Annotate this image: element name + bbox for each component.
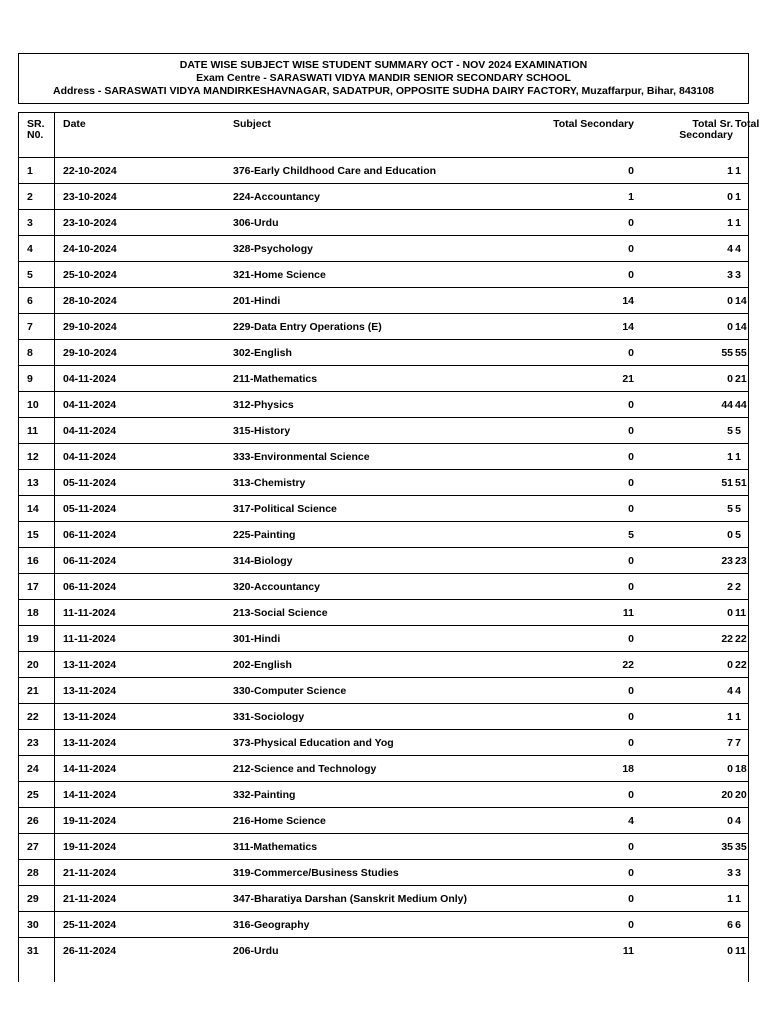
date-cell: 06-11-2024: [55, 574, 234, 600]
table-row: [19, 184, 748, 210]
total-cell: 23: [735, 548, 748, 574]
date-cell: 04-11-2024: [55, 444, 234, 470]
table-row: [19, 548, 748, 574]
total-secondary-cell: 0: [494, 158, 636, 184]
table-row: [19, 418, 748, 444]
date-cell: 13-11-2024: [55, 704, 234, 730]
col-sr-label-2: N0.: [27, 129, 44, 141]
table-row: [19, 886, 748, 912]
subject-cell: 347-Bharatiya Darshan (Sanskrit Medium Only): [233, 886, 494, 912]
sr-cell: 12: [19, 444, 55, 470]
date-cell: 19-11-2024: [55, 834, 234, 860]
subject-cell: 316-Geography: [233, 912, 494, 938]
date-cell: 04-11-2024: [55, 418, 234, 444]
date-cell: 23-10-2024: [55, 210, 234, 236]
subject-cell: 373-Physical Education and Yog: [233, 730, 494, 756]
table-row: [19, 704, 748, 730]
subject-cell: 330-Computer Science: [233, 678, 494, 704]
sr-cell: 6: [19, 288, 55, 314]
sr-cell: 18: [19, 600, 55, 626]
report-header: [18, 53, 749, 104]
total-sr-secondary-cell: 6: [636, 912, 735, 938]
total-cell: 14: [735, 314, 748, 340]
total-sr-secondary-cell: 3: [636, 860, 735, 886]
sr-cell: 31: [19, 938, 55, 964]
total-secondary-cell: 0: [494, 730, 636, 756]
total-secondary-cell: 14: [494, 288, 636, 314]
sr-cell: 24: [19, 756, 55, 782]
sr-cell: 3: [19, 210, 55, 236]
total-cell: 2: [735, 574, 748, 600]
total-sr-secondary-cell: 7: [636, 730, 735, 756]
date-cell: 25-10-2024: [55, 262, 234, 288]
total-cell: 21: [735, 366, 748, 392]
total-secondary-cell: 11: [494, 938, 636, 964]
total-secondary-cell: 0: [494, 886, 636, 912]
date-cell: 23-10-2024: [55, 184, 234, 210]
total-secondary-cell: 0: [494, 548, 636, 574]
date-cell: 29-10-2024: [55, 314, 234, 340]
subject-cell: 313-Chemistry: [233, 470, 494, 496]
sr-cell: 16: [19, 548, 55, 574]
table-row: [19, 756, 748, 782]
table-row: [19, 496, 748, 522]
total-secondary-cell: 1: [494, 184, 636, 210]
table-row: [19, 522, 748, 548]
total-sr-secondary-cell: 0: [636, 600, 735, 626]
table-row: [19, 392, 748, 418]
total-sr-secondary-cell: 3: [636, 262, 735, 288]
subject-cell: 376-Early Childhood Care and Education: [233, 158, 494, 184]
subject-cell: 321-Home Science: [233, 262, 494, 288]
exam-centre: Exam Centre - SARASWATI VIDYA MANDIR SENIOR SECONDARY SCHOOL: [196, 72, 571, 84]
total-secondary-cell: 0: [494, 392, 636, 418]
total-cell: 7: [735, 730, 748, 756]
col-sr-label-1: SR.: [27, 118, 45, 130]
sr-cell: 14: [19, 496, 55, 522]
table-row: [19, 288, 748, 314]
col-date: Date: [55, 113, 234, 158]
subject-cell: 331-Sociology: [233, 704, 494, 730]
table-row: [19, 470, 748, 496]
total-secondary-cell: 0: [494, 444, 636, 470]
total-cell: 1: [735, 704, 748, 730]
table-row: [19, 574, 748, 600]
subject-cell: 229-Data Entry Operations (E): [233, 314, 494, 340]
sr-cell: 28: [19, 860, 55, 886]
total-sr-secondary-cell: 1: [636, 886, 735, 912]
date-cell: 25-11-2024: [55, 912, 234, 938]
subject-cell: 328-Psychology: [233, 236, 494, 262]
col-total-sr-label-2: Secondary: [679, 129, 733, 141]
subject-cell: 211-Mathematics: [233, 366, 494, 392]
date-cell: 13-11-2024: [55, 730, 234, 756]
sr-cell: 4: [19, 236, 55, 262]
date-cell: 05-11-2024: [55, 470, 234, 496]
total-secondary-cell: 11: [494, 600, 636, 626]
date-cell: 28-10-2024: [55, 288, 234, 314]
total-sr-secondary-cell: 0: [636, 366, 735, 392]
total-secondary-cell: 0: [494, 340, 636, 366]
sr-cell: 1: [19, 158, 55, 184]
date-cell: 06-11-2024: [55, 522, 234, 548]
sr-cell: 23: [19, 730, 55, 756]
sr-cell: 2: [19, 184, 55, 210]
table-header-row: [19, 113, 748, 158]
date-cell: 11-11-2024: [55, 626, 234, 652]
sr-cell: 29: [19, 886, 55, 912]
table-row: [19, 860, 748, 886]
total-sr-secondary-cell: 51: [636, 470, 735, 496]
total-sr-secondary-cell: 0: [636, 184, 735, 210]
total-sr-secondary-cell: 1: [636, 444, 735, 470]
total-cell: 3: [735, 262, 748, 288]
col-sr-no: [19, 113, 55, 158]
subject-cell: 314-Biology: [233, 548, 494, 574]
total-cell: 6: [735, 912, 748, 938]
centre-address: Address - SARASWATI VIDYA MANDIRKESHAVNAGAR, SADATPUR, OPPOSITE SUDHA DAIRY FACTORY, Muzaffarpur, Bihar, 843108: [52, 85, 715, 97]
subject-cell: 216-Home Science: [233, 808, 494, 834]
total-secondary-cell: 0: [494, 210, 636, 236]
table-row: [19, 730, 748, 756]
date-cell: 04-11-2024: [55, 392, 234, 418]
sr-cell: 9: [19, 366, 55, 392]
total-secondary-cell: 18: [494, 756, 636, 782]
total-cell: 4: [735, 678, 748, 704]
total-cell: 20: [735, 782, 748, 808]
total-secondary-cell: 0: [494, 418, 636, 444]
col-total-sr-secondary: [636, 113, 735, 158]
sr-cell: 22: [19, 704, 55, 730]
table-row: [19, 652, 748, 678]
total-sr-secondary-cell: 0: [636, 314, 735, 340]
total-sr-secondary-cell: 0: [636, 808, 735, 834]
sr-cell: 19: [19, 626, 55, 652]
total-cell: 22: [735, 652, 748, 678]
total-secondary-cell: 0: [494, 470, 636, 496]
date-cell: 06-11-2024: [55, 548, 234, 574]
table-continuation: [18, 960, 749, 982]
total-secondary-cell: 0: [494, 912, 636, 938]
date-cell: 21-11-2024: [55, 886, 234, 912]
sr-cell: 10: [19, 392, 55, 418]
total-cell: 18: [735, 756, 748, 782]
total-cell: 4: [735, 236, 748, 262]
total-cell: 11: [735, 938, 748, 964]
total-sr-secondary-cell: 2: [636, 574, 735, 600]
table-row: [19, 262, 748, 288]
table-row: [19, 626, 748, 652]
subject-cell: 311-Mathematics: [233, 834, 494, 860]
subject-cell: 333-Environmental Science: [233, 444, 494, 470]
total-sr-secondary-cell: 1: [636, 704, 735, 730]
date-cell: 21-11-2024: [55, 860, 234, 886]
table-row: [19, 782, 748, 808]
sr-cell: 7: [19, 314, 55, 340]
total-sr-secondary-cell: 0: [636, 938, 735, 964]
total-sr-secondary-cell: 35: [636, 834, 735, 860]
total-secondary-cell: 0: [494, 704, 636, 730]
table-row: [19, 678, 748, 704]
date-cell: 13-11-2024: [55, 652, 234, 678]
sr-cell: 13: [19, 470, 55, 496]
total-sr-secondary-cell: 4: [636, 236, 735, 262]
subject-cell: 332-Painting: [233, 782, 494, 808]
total-sr-secondary-cell: 5: [636, 496, 735, 522]
sr-cell: 25: [19, 782, 55, 808]
subject-cell: 302-English: [233, 340, 494, 366]
total-secondary-cell: 0: [494, 262, 636, 288]
sr-cell: 27: [19, 834, 55, 860]
sr-cell: 8: [19, 340, 55, 366]
sr-cell: 11: [19, 418, 55, 444]
date-cell: 26-11-2024: [55, 938, 234, 964]
date-cell: 13-11-2024: [55, 678, 234, 704]
sr-cell: 17: [19, 574, 55, 600]
subject-cell: 202-English: [233, 652, 494, 678]
total-sr-secondary-cell: 20: [636, 782, 735, 808]
total-cell: 5: [735, 418, 748, 444]
sr-cell: 20: [19, 652, 55, 678]
total-sr-secondary-cell: 23: [636, 548, 735, 574]
total-cell: 5: [735, 496, 748, 522]
sr-cell: 26: [19, 808, 55, 834]
sr-cell: 21: [19, 678, 55, 704]
date-cell: 24-10-2024: [55, 236, 234, 262]
total-secondary-cell: 0: [494, 574, 636, 600]
total-cell: 35: [735, 834, 748, 860]
total-sr-secondary-cell: 0: [636, 652, 735, 678]
total-secondary-cell: 0: [494, 860, 636, 886]
total-secondary-cell: 21: [494, 366, 636, 392]
subject-cell: 317-Political Science: [233, 496, 494, 522]
table-row: [19, 158, 748, 184]
sr-cell: 15: [19, 522, 55, 548]
date-cell: 14-11-2024: [55, 782, 234, 808]
total-cell: 51: [735, 470, 748, 496]
subject-cell: 206-Urdu: [233, 938, 494, 964]
subject-cell: 319-Commerce/Business Studies: [233, 860, 494, 886]
total-secondary-cell: 4: [494, 808, 636, 834]
total-secondary-cell: 0: [494, 626, 636, 652]
total-secondary-cell: 0: [494, 236, 636, 262]
total-cell: 1: [735, 886, 748, 912]
report-title: DATE WISE SUBJECT WISE STUDENT SUMMARY OCT - NOV 2024 EXAMINATION: [179, 59, 588, 71]
col-total-secondary: Total Secondary: [494, 113, 636, 158]
total-sr-secondary-cell: 1: [636, 158, 735, 184]
table-row: [19, 366, 748, 392]
total-sr-secondary-cell: 0: [636, 288, 735, 314]
total-cell: 55: [735, 340, 748, 366]
total-cell: 22: [735, 626, 748, 652]
date-cell: 05-11-2024: [55, 496, 234, 522]
subject-cell: 315-History: [233, 418, 494, 444]
total-cell: 1: [735, 184, 748, 210]
total-secondary-cell: 0: [494, 834, 636, 860]
table-row: [19, 314, 748, 340]
table-row: [19, 444, 748, 470]
total-cell: 44: [735, 392, 748, 418]
table-row: [19, 236, 748, 262]
table-body: [19, 158, 748, 964]
total-sr-secondary-cell: 1: [636, 210, 735, 236]
subject-cell: 320-Accountancy: [233, 574, 494, 600]
table-row: [19, 340, 748, 366]
total-sr-secondary-cell: 44: [636, 392, 735, 418]
column-divider: [54, 960, 55, 982]
subject-cell: 301-Hindi: [233, 626, 494, 652]
total-cell: 1: [735, 444, 748, 470]
total-cell: 3: [735, 860, 748, 886]
date-cell: 19-11-2024: [55, 808, 234, 834]
total-secondary-cell: 5: [494, 522, 636, 548]
table-row: [19, 600, 748, 626]
total-secondary-cell: 14: [494, 314, 636, 340]
total-secondary-cell: 0: [494, 782, 636, 808]
total-cell: 11: [735, 600, 748, 626]
total-sr-secondary-cell: 4: [636, 678, 735, 704]
date-cell: 04-11-2024: [55, 366, 234, 392]
subject-cell: 306-Urdu: [233, 210, 494, 236]
total-cell: 5: [735, 522, 748, 548]
total-secondary-cell: 22: [494, 652, 636, 678]
col-total-sr-label-1: Total Sr.: [692, 118, 733, 130]
sr-cell: 30: [19, 912, 55, 938]
table-row: [19, 834, 748, 860]
total-sr-secondary-cell: 55: [636, 340, 735, 366]
subject-cell: 224-Accountancy: [233, 184, 494, 210]
sr-cell: 5: [19, 262, 55, 288]
table-row: [19, 808, 748, 834]
total-sr-secondary-cell: 22: [636, 626, 735, 652]
table-row: [19, 210, 748, 236]
date-cell: 22-10-2024: [55, 158, 234, 184]
subject-cell: 312-Physics: [233, 392, 494, 418]
subject-cell: 201-Hindi: [233, 288, 494, 314]
total-sr-secondary-cell: 0: [636, 756, 735, 782]
total-cell: 14: [735, 288, 748, 314]
subject-cell: 213-Social Science: [233, 600, 494, 626]
total-cell: 1: [735, 158, 748, 184]
total-cell: 1: [735, 210, 748, 236]
total-secondary-cell: 0: [494, 496, 636, 522]
total-sr-secondary-cell: 5: [636, 418, 735, 444]
date-cell: 11-11-2024: [55, 600, 234, 626]
date-cell: 14-11-2024: [55, 756, 234, 782]
total-cell: 4: [735, 808, 748, 834]
subject-cell: 225-Painting: [233, 522, 494, 548]
total-secondary-cell: 0: [494, 678, 636, 704]
total-sr-secondary-cell: 0: [636, 522, 735, 548]
table-row: [19, 912, 748, 938]
col-subject: Subject: [233, 113, 494, 158]
date-cell: 29-10-2024: [55, 340, 234, 366]
summary-table: [18, 112, 760, 963]
subject-cell: 212-Science and Technology: [233, 756, 494, 782]
col-total: Total: [735, 113, 748, 158]
